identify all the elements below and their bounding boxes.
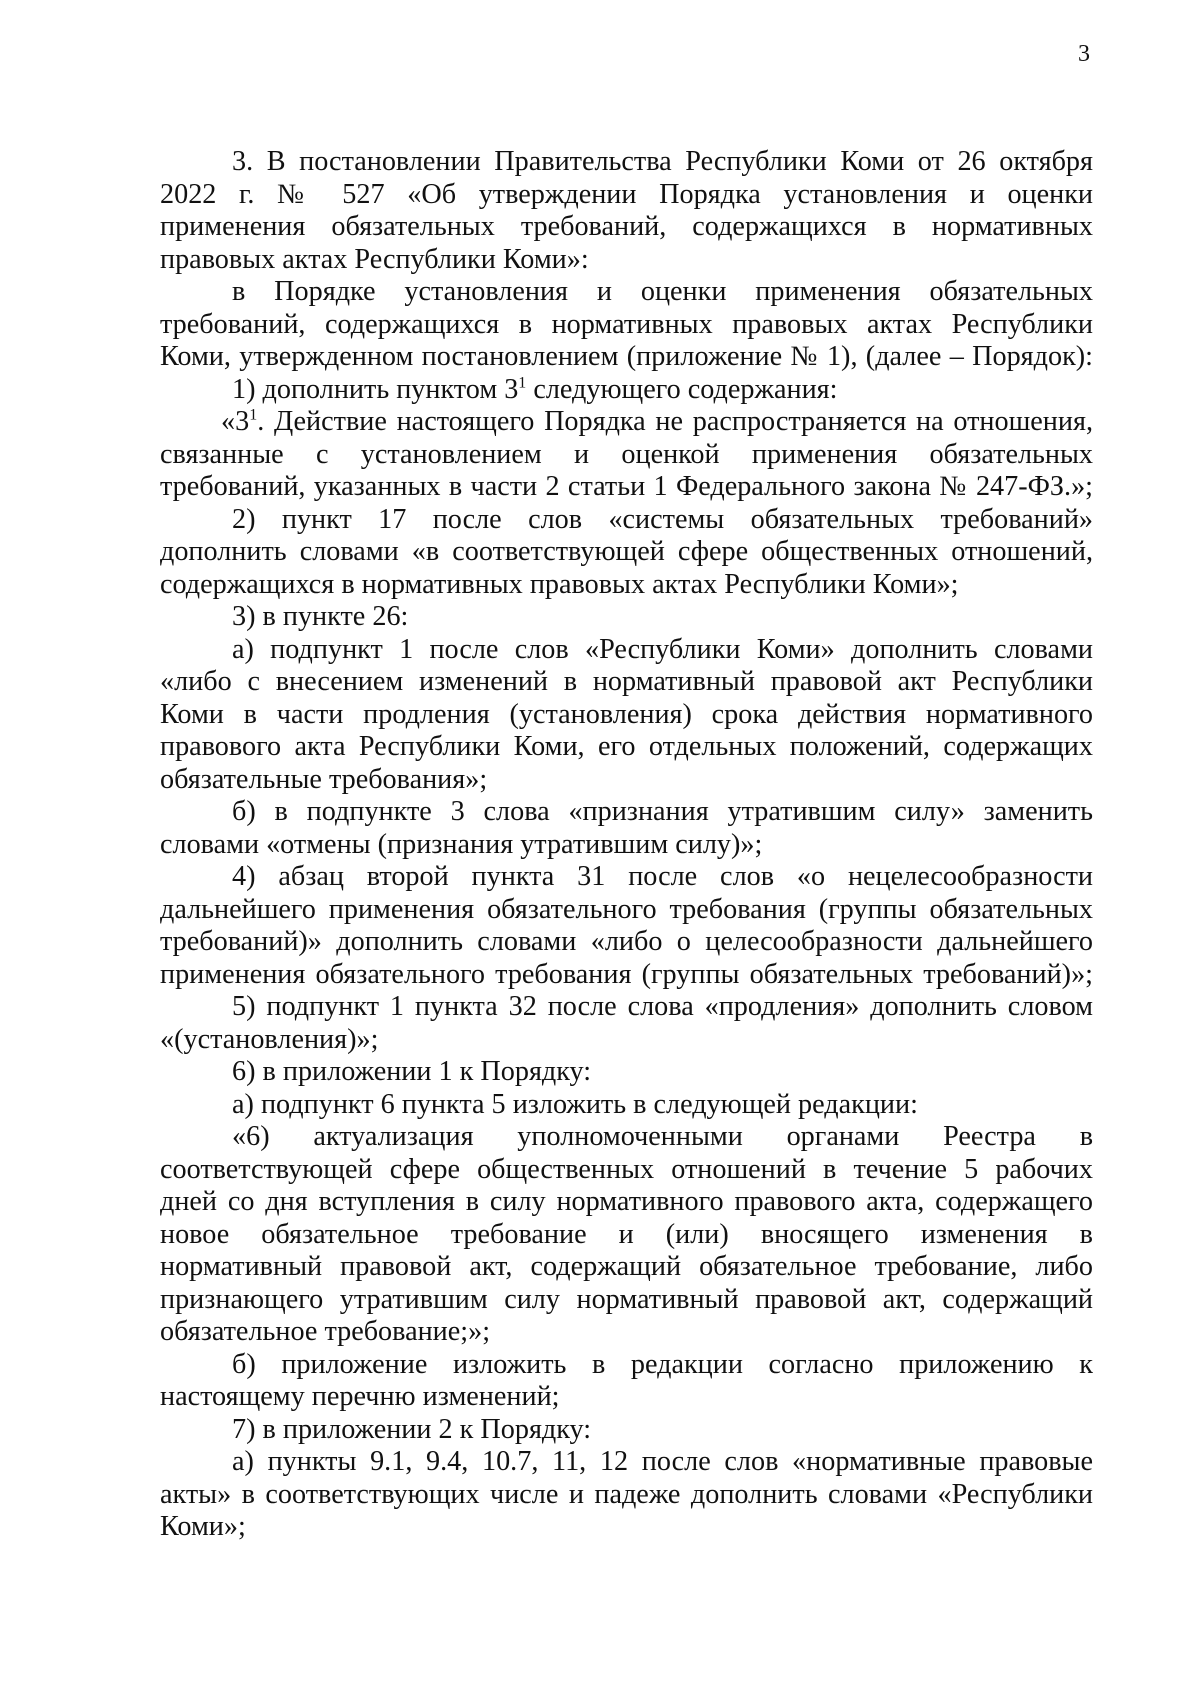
paragraph-line: настоящему перечню изменений; — [160, 1381, 560, 1412]
paragraph-line: применения обязательного требования (группы обязательных требований)»; — [160, 958, 1093, 990]
paragraph-line — [160, 374, 1093, 407]
paragraph-14 — [160, 1349, 1093, 1414]
paragraph-line: 2) пункт 17 после слов «системы обязательных требований» — [232, 503, 1093, 535]
paragraph-line: 6) в приложении 1 к Порядку: — [232, 1056, 592, 1087]
paragraph-line: б) приложение изложить в редакции согласно приложению к — [232, 1348, 1093, 1380]
paragraph-line: новое обязательное требование и (или) вносящего изменения в — [160, 1218, 1093, 1250]
paragraph-line: акты» в соответствующих числе и падеже дополнить словами «Республики — [160, 1478, 1093, 1510]
paragraph-line: а) подпункт 6 пункта 5 изложить в следующей редакции: — [232, 1088, 918, 1120]
paragraph-line: Коми, утвержденном постановлением (приложение № 1), (далее – Порядок): — [160, 341, 1093, 372]
paragraph-line: словами «отмены (признания утратившим силу)»; — [160, 828, 763, 860]
paragraph-13 — [160, 1121, 1093, 1349]
paragraph-3 — [160, 374, 1093, 407]
paragraph-line: в Порядке установления и оценки применения обязательных — [232, 276, 1093, 307]
paragraph-line: требований, указанных в части 2 статьи 1 Федерального закона № 247-ФЗ.»; — [160, 471, 1093, 502]
paragraph-line: применения обязательных требований, содержащихся в нормативных — [160, 211, 1093, 242]
paragraph-line: «(установления)»; — [160, 1023, 379, 1055]
paragraph-2 — [160, 276, 1093, 374]
paragraph-line: «либо с внесением изменений в нормативный правовой акт Республики — [160, 666, 1093, 697]
paragraph-line: 2022 г. № 527 «Об утверждении Порядка установления и оценки — [160, 178, 1093, 210]
paragraph-line: а) пункты 9.1, 9.4, 10.7, 11, 12 после слов «нормативные правовые — [232, 1446, 1093, 1477]
paragraph-line: обязательные требования»; — [160, 763, 488, 795]
paragraph-line: б) в подпункте 3 слова «признания утратившим силу» заменить — [232, 796, 1093, 827]
paragraph-text: «3 — [221, 406, 250, 437]
paragraph-line: дальнейшего применения обязательного требования (группы обязательных — [160, 893, 1093, 925]
paragraph-16 — [160, 1446, 1093, 1544]
paragraph-10 — [160, 991, 1093, 1056]
paragraph-7 — [160, 634, 1093, 797]
paragraph-line: требований)» дополнить словами «либо о целесообразности дальнейшего — [160, 926, 1093, 957]
paragraph-line: 5) подпункт 1 пункта 32 после слова «продления» дополнить словом — [232, 991, 1093, 1022]
paragraph-line — [160, 406, 1093, 439]
paragraph-line: 4) абзац второй пункта 31 после слов «о нецелесообразности — [232, 861, 1093, 892]
paragraph-line: 7) в приложении 2 к Порядку: — [232, 1413, 592, 1445]
paragraph-line: связанные с установлением и оценкой применения обязательных — [160, 438, 1093, 470]
superscript-number: 1 — [249, 406, 258, 424]
paragraph-5 — [160, 504, 1093, 602]
paragraph-line: «6) актуализация уполномоченными органами Реестра в — [232, 1121, 1093, 1152]
paragraph-line: 3. В постановлении Правительства Республики Коми от 26 октября — [232, 146, 1093, 177]
paragraph-line: правового акта Республики Коми, его отдельных положений, содержащих — [160, 731, 1093, 762]
paragraph-line: дополнить словами «в соответствующей сфере общественных отношений, — [160, 536, 1093, 567]
paragraph-text: следующего содержания: — [526, 373, 838, 405]
paragraph-1 — [160, 146, 1093, 276]
paragraph-6 — [160, 601, 1093, 634]
paragraph-line: признающего утратившим силу нормативный правовой акт, содержащий — [160, 1283, 1093, 1315]
paragraph-line: обязательное требование;»; — [160, 1316, 491, 1347]
paragraph-12 — [160, 1089, 1093, 1122]
paragraph-11 — [160, 1056, 1093, 1089]
paragraph-line: а) подпункт 1 после слов «Республики Коми» дополнить словами — [232, 633, 1093, 665]
paragraph-line: требований, содержащихся в нормативных правовых актах Республики — [160, 308, 1093, 340]
paragraph-line: соответствующей сфере общественных отношений в течение 5 рабочих — [160, 1153, 1093, 1185]
paragraph-4 — [160, 406, 1093, 504]
paragraph-line: правовых актах Республики Коми»: — [160, 243, 589, 275]
paragraph-text: . Действие настоящего Порядка не распространяется на отношения, — [257, 406, 1093, 437]
paragraph-line: нормативный правовой акт, содержащий обязательное требование, либо — [160, 1251, 1093, 1282]
superscript-number: 1 — [518, 374, 527, 392]
paragraph-line: Коми в части продления (установления) срока действия нормативного — [160, 698, 1093, 730]
paragraph-15 — [160, 1414, 1093, 1447]
paragraph-line: содержащихся в нормативных правовых актах Республики Коми»; — [160, 568, 959, 600]
paragraph-8 — [160, 796, 1093, 861]
document-body — [160, 146, 1093, 1544]
paragraph-line: 3) в пункте 26: — [232, 601, 409, 632]
paragraph-line: дней со дня вступления в силу нормативного правового акта, содержащего — [160, 1186, 1093, 1217]
paragraph-text: 1) дополнить пунктом 3 — [232, 373, 519, 405]
paragraph-9 — [160, 861, 1093, 991]
page-number: 3 — [1078, 41, 1090, 67]
paragraph-line: Коми»; — [160, 1511, 246, 1542]
